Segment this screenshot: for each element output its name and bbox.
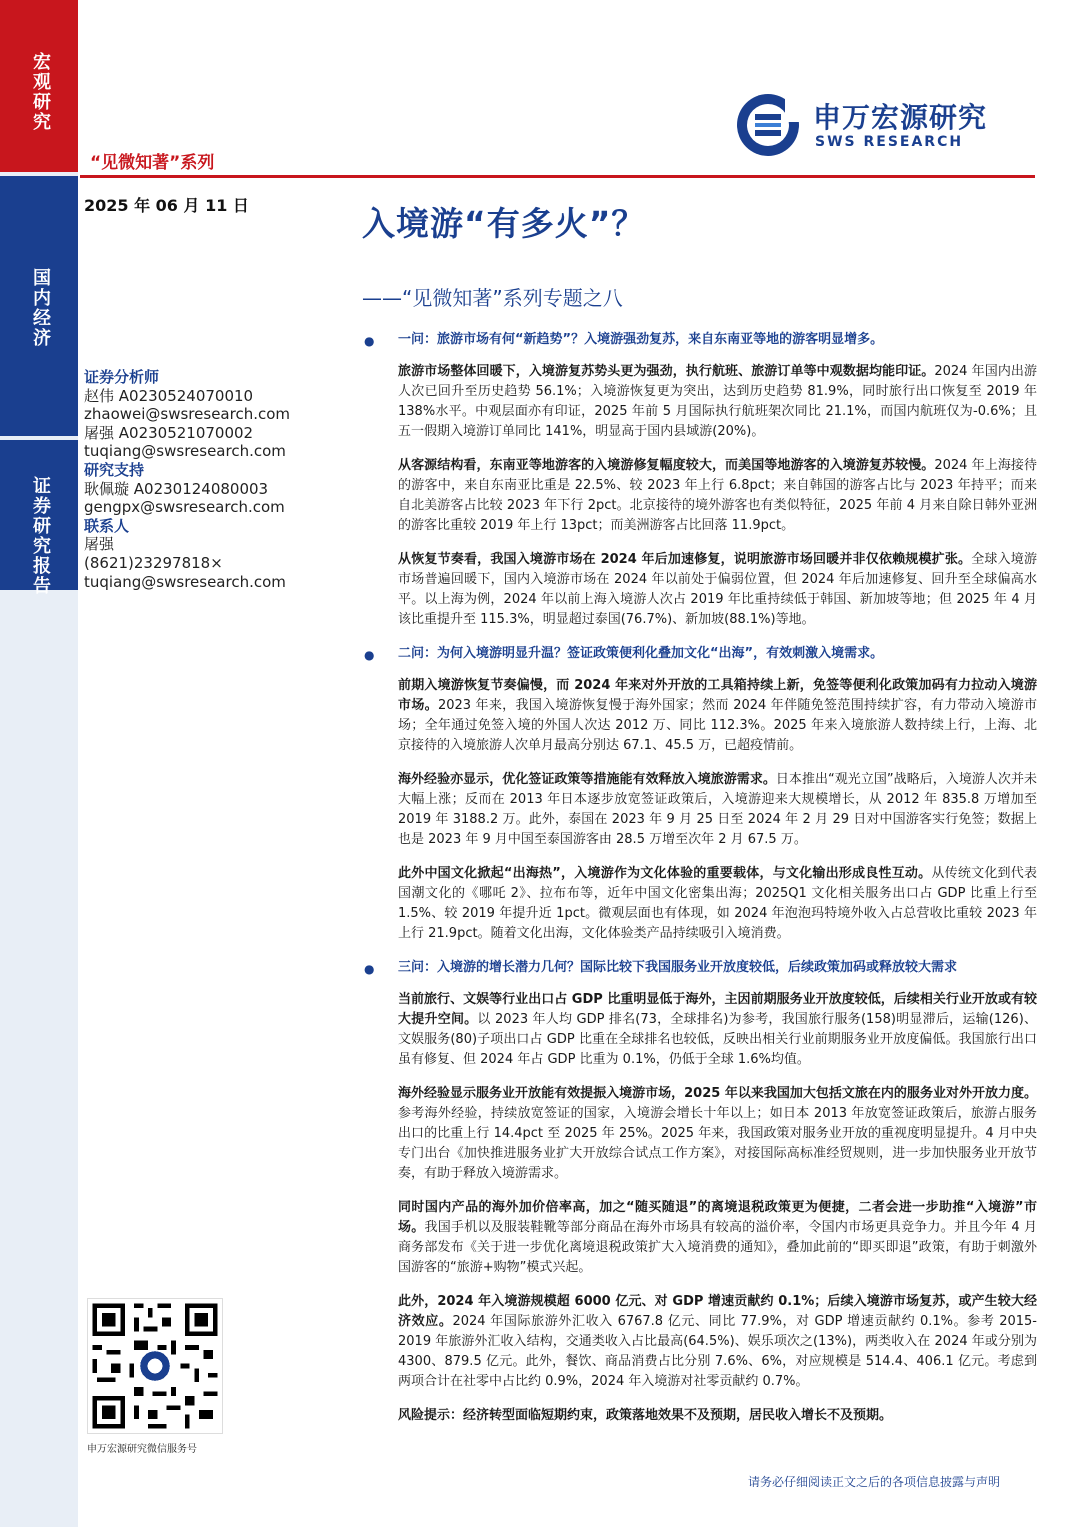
paragraph-body: 2023 年来，我国入境游恢复慢于海外国家；然而 2024 年伴随免签范围持续扩容，有力带动入境游市场；全年通过免签入境的外国人次达 2012 万、同比 112.3%。2025 年来入境旅游人数持续上行，上海、北京接待的入境旅游人次单月最高分别达 67.1、45.5 万，已超疫情前。: [398, 698, 1037, 753]
report-body: [362, 330, 1037, 1440]
risk-warning: [362, 1406, 1037, 1426]
paragraph-body: 2024 年国内出游人次已回升至历史趋势 56.1%；入境游恢复更为突出，达到历史趋势 81.9%，同时旅行出口恢复至 2019 年 138%水平。中观层面亦有印证，2025 年前 5 月国际执行航班架次同比 21.1%，而国内航班仅为-0.6%；且五一假期入境游订单同比 141%，明显高于国内县域游(20%)。: [398, 364, 1037, 439]
paragraph-lead: 前期入境游恢复节奏偏慢，而 2024 年来对外开放的工具箱持续上新，免签等便利化政策加码有力拉动入境游市场。: [398, 678, 1037, 713]
paragraph-body: 全球入境游市场普遍回暖下，国内入境游市场在 2024 年以前处于偏弱位置，但 2024 年后加速修复、回升至全球偏高水平。以上海为例，2024 年以前上海入境游人次占 2019 年比重持续低于韩国、新加坡等地；但 2025 年 4 月该比重提升至 115.3%，明显超过泰国(76.7%)、新加坡(88.1%)等地。: [398, 552, 1037, 627]
paragraph-lead: 此外中国文化掀起“出海热”，入境游作为文化体验的重要载体，与文化输出形成良性互动。: [398, 866, 932, 881]
contact-name: 屠强: [84, 535, 115, 554]
paragraph-lead: 此外，2024 年入境游规模超 6000 亿元、对 GDP 增速贡献约 0.1%；后续入境游市场复苏，或产生较大经济效应。: [398, 1294, 1037, 1329]
contacts-panel: [84, 368, 344, 591]
paragraph-body: 日本推出“观光立国”战略后，入境游人次并未大幅上涨；反而在 2013 年日本逐步放宽签证政策后，入境游迎来大规模增长，从 2012 年 835.8 万增加至 2019 年 3188.2 万。此外，泰国在 2023 年 9 月 25 日至 2024 年 2 月 29 日对中国游客实行免签；数据上也是 2023 年 9 月中国至泰国游客由 28.5 万增至次年 2 月 67.5 万。: [398, 772, 1037, 847]
section-2-bullet: [362, 644, 1037, 664]
paragraph-lead: 同时国内产品的海外加价倍率高，加之“随买随退”的离境退税政策更为便捷，二者会进一步助推“入境游”市场。: [398, 1200, 1037, 1235]
analyst-email[interactable]: tuqiang@swsresearch.com: [84, 442, 286, 461]
paragraph-body: 2024 年上海接待的游客中，来自东南亚比重是 22.5%、较 2023 年上行 6.8pct；来自韩国的游客占比与 2023 年持平；而来自北美游客占比较 2023 年下行 2pct。北京接待的境外游客也有类似特征，2025 年前 4 月来自除日韩外亚洲的游客比重较 2019 年上行 13pct；而美洲游客占比回落 11.9pct。: [398, 458, 1037, 533]
paragraph: [362, 676, 1037, 756]
paragraph: [362, 1084, 1037, 1184]
paragraph: [362, 864, 1037, 944]
paragraph-lead: 海外经验显示服务业开放能有效提振入境游市场，2025 年以来我国加大包括文旅在内的服务业对外开放力度。: [398, 1086, 1037, 1101]
paragraph-lead: 海外经验亦显示，优化签证政策等措施能有效释放入境旅游需求。: [398, 772, 776, 787]
contact-phone: (8621)23297818×: [84, 553, 223, 572]
paragraph-body: 从传统文化到代表国潮文化的《哪吒 2》、拉布布等，近年中国文化密集出海；2025Q1 文化相关服务出口占 GDP 比重上行至 1.5%、较 2019 年提升近 1pct。微观层面也有体现，如 2024 年泡泡玛特境外收入占总营收比重较 2023 年上行 21.9pct。随着文化出海，文化体验类产品持续吸引入境消费。: [398, 866, 1037, 941]
paragraph-body: 2024 年国际旅游外汇收入 6767.8 亿元、同比 77.9%，对 GDP 增速贡献约 0.1%。参考 2015-2019 年旅游外汇收入结构，交通类收入占比最高(64.5%)、娱乐项次之(13%)，两类收入在 2024 年或分别为 4300、879.5 亿元。此外，餐饮、商品消费占比分别 7.6%、6%，对应规模是 514.4、406.1 亿元。考虑到两项合计在社零中占比约 0.9%，2024 年入境游对社零贡献约 0.7%。: [398, 1314, 1037, 1389]
sidebar-tag-macro: 宏观研究: [30, 52, 51, 132]
paragraph: [362, 770, 1037, 850]
qr-code-icon: [87, 1298, 223, 1434]
section-3-bullet: [362, 958, 1037, 978]
paragraph: [362, 990, 1037, 1070]
paragraph-body: 参考海外经验，持续放宽签证的国家，入境游会增长十年以上；如日本 2013 年放宽签证政策后，旅游占服务出口的比重上行 14.4pct 至 2025 年 25%。2025 年来，我国政策对服务业开放的重视度明显提升。4 月中央专门出台《加快推进服务业扩大开放综合试点工作方案》，对接国际高标准经贸规则，进一步加快服务业开放节奏，有助于释放入境游需求。: [398, 1106, 1037, 1181]
bullet-icon: ●: [364, 334, 375, 348]
paragraph-lead: 旅游市场整体回暖下，入境游复苏势头更为强劲，执行航班、旅游订单等中观数据均能印证。: [398, 364, 935, 379]
bullet-icon: ●: [364, 648, 375, 662]
sidebar-tag-domestic: 国内经济: [30, 268, 51, 348]
report-subtitle: ——“见微知著”系列专题之八: [362, 286, 623, 310]
paragraph-lead: 从客源结构看，东南亚等地游客的入境游修复幅度较大，而美国等地游客的入境游复苏较慢。: [398, 458, 935, 473]
report-date: 2025 年 06 月 11 日: [84, 196, 249, 215]
paragraph: [362, 1292, 1037, 1392]
support-heading: 研究支持: [84, 460, 145, 479]
company-logo: [735, 92, 1035, 162]
analyst-heading: 证券分析师: [84, 368, 160, 386]
analyst-line: 屠强 A0230521070002: [84, 423, 254, 442]
paragraph: [362, 362, 1037, 442]
risk-warning-text: 风险提示：经济转型面临短期约束，政策落地效果不及预期，居民收入增长不及预期。: [398, 1408, 893, 1423]
analyst-line: 赵伟 A0230524070010: [84, 386, 254, 405]
bullet-icon: ●: [364, 962, 375, 976]
header-divider: [80, 175, 1035, 178]
series-label: “见微知著”系列: [90, 153, 215, 173]
contact-email[interactable]: tuqiang@swsresearch.com: [84, 572, 286, 591]
logo-emblem-icon: [735, 92, 801, 158]
paragraph-body: 我国手机以及服装鞋靴等部分商品在海外市场具有较高的溢价率，令国内市场更具竞争力。并且今年 4 月商务部发布《关于进一步优化离境退税政策扩大入境消费的通知》，叠加此前的“即买即退”政策，有助于刺激外国游客的“旅游+购物”模式兴起。: [398, 1220, 1037, 1275]
paragraph-lead: 从恢复节奏看，我国入境游市场在 2024 年后加速修复，说明旅游市场回暖并非仅依赖规模扩张。: [398, 552, 972, 567]
paragraph-body: 以 2023 年人均 GDP 排名(73，全球排名)为参考，我国旅行服务(158)明显滞后，运输(126)、文娱服务(80)子项出口占 GDP 比重在全球排名也较低，反映出相关行业前期服务业开放度偏低。我国旅行出口虽有修复、但 2024 年占 GDP 比重为 0.1%，仍低于全球 1.6%均值。: [398, 1012, 1037, 1067]
contact-heading: 联系人: [84, 516, 130, 535]
paragraph-lead: 当前旅行、文娱等行业出口占 GDP 比重明显低于海外，主因前期服务业开放度较低，后续相关行业开放或有较大提升空间。: [398, 992, 1037, 1027]
paragraph: [362, 1198, 1037, 1278]
paragraph: [362, 456, 1037, 536]
logo-chinese-text: 申万宏源研究: [813, 101, 988, 134]
report-title: 入境游“有多火”？: [362, 204, 646, 243]
footer-disclaimer[interactable]: 请务必仔细阅读正文之后的各项信息披露与声明: [748, 1475, 1001, 1489]
left-sidebar: [0, 0, 78, 1527]
logo-english-text: SWS RESEARCH: [815, 134, 964, 150]
support-email[interactable]: gengpx@swsresearch.com: [84, 498, 285, 517]
paragraph: [362, 550, 1037, 630]
sidebar-tag-report: 证券研究报告: [30, 476, 51, 596]
qr-caption: 申万宏源研究微信服务号: [87, 1444, 197, 1455]
section-1-bullet: [362, 330, 1037, 350]
support-line: 耿佩璇 A0230124080003: [84, 479, 269, 498]
section-2-heading: 二问：为何入境游明显升温？签证政策便利化叠加文化“出海”，有效刺激入境需求。: [398, 646, 884, 661]
analyst-email[interactable]: zhaowei@swsresearch.com: [84, 405, 291, 424]
section-3-heading: 三问：入境游的增长潜力几何？国际比较下我国服务业开放度较低，后续政策加码或释放较大需求: [398, 960, 958, 975]
section-1-heading: 一问：旅游市场有何“新趋势”？入境游强劲复苏，来自东南亚等地的游客明显增多。: [398, 332, 884, 347]
